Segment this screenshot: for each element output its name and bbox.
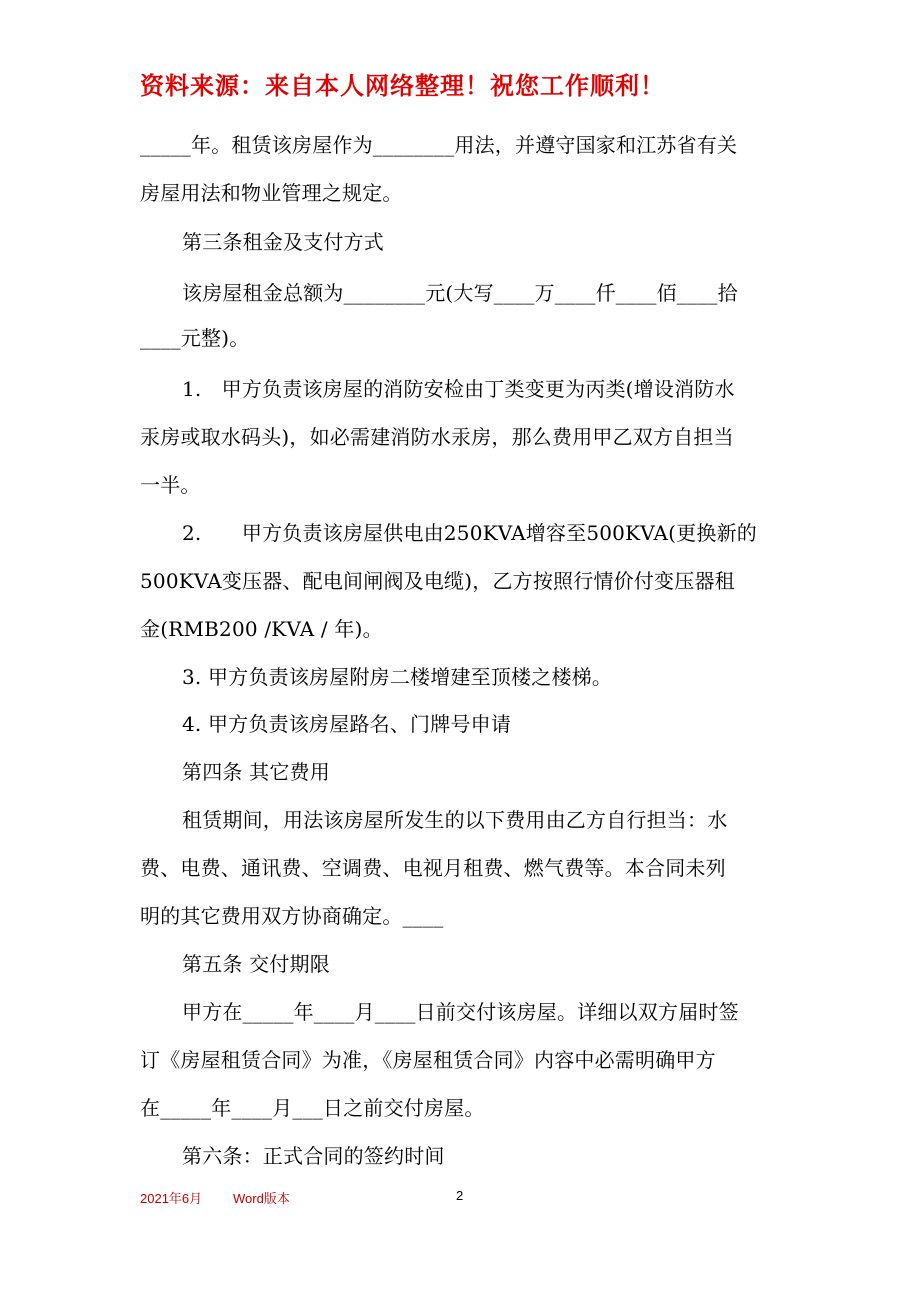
section-heading: 第三条租金及支付方式 — [182, 230, 384, 254]
section-heading: 第六条：正式合同的签约时间 — [182, 1144, 445, 1168]
section-heading: 第五条 交付期限 — [182, 952, 330, 976]
footer-date: 2021年6月 — [140, 1191, 203, 1206]
body-line: 租赁期间，用法该房屋所发生的以下费用由乙方自行担当：水 — [182, 808, 728, 832]
body-line: 该房屋租金总额为________元(大写____万____仟____佰____拾 — [182, 281, 738, 305]
body-line: 在_____年____月___日之前交付房屋。 — [140, 1096, 485, 1120]
body-line: 汞房或取水码头)，如必需建消防水汞房，那么费用甲乙双方自担当 — [140, 425, 734, 449]
page-number: 2 — [456, 1188, 464, 1203]
body-line: 500KVA变压器、配电间闸阀及电缆)，乙方按照行情价付变压器租 — [140, 569, 735, 593]
body-line: 订《房屋租赁合同》为准，《房屋租赁合同》内容中必需明确甲方 — [140, 1048, 716, 1072]
body-line: 2. 甲方负责该房屋供电由250KVA增容至500KVA(更换新的 — [182, 521, 757, 545]
page-header-title: 资料来源：来自本人网络整理！祝您工作顺利！ — [140, 72, 665, 100]
body-line: 房屋用法和物业管理之规定。 — [140, 181, 403, 205]
body-line: ____元整)。 — [140, 326, 250, 350]
body-line: 金(RMB200 /KVA / 年)。 — [140, 617, 383, 641]
body-line: 3. 甲方负责该房屋附房二楼增建至顶楼之楼梯。 — [182, 665, 613, 689]
body-line: 4. 甲方负责该房屋路名、门牌号申请 — [182, 712, 512, 736]
body-line: _____年。租赁该房屋作为________用法，并遵守国家和江苏省有关 — [140, 133, 738, 157]
body-line: 明的其它费用双方协商确定。____ — [140, 904, 444, 928]
body-line: 1. 甲方负责该房屋的消防安检由丁类变更为丙类(增设消防水 — [182, 377, 735, 401]
body-line: 费、电费、通讯费、空调费、电视月租费、燃气费等。本合同未列 — [140, 856, 726, 880]
section-heading: 第四条 其它费用 — [182, 760, 330, 784]
footer-version: Word版本 — [233, 1191, 290, 1206]
body-line: 甲方在_____年____月____日前交付该房屋。详细以双方届时签 — [182, 1000, 739, 1024]
body-line: 一半。 — [140, 473, 201, 497]
